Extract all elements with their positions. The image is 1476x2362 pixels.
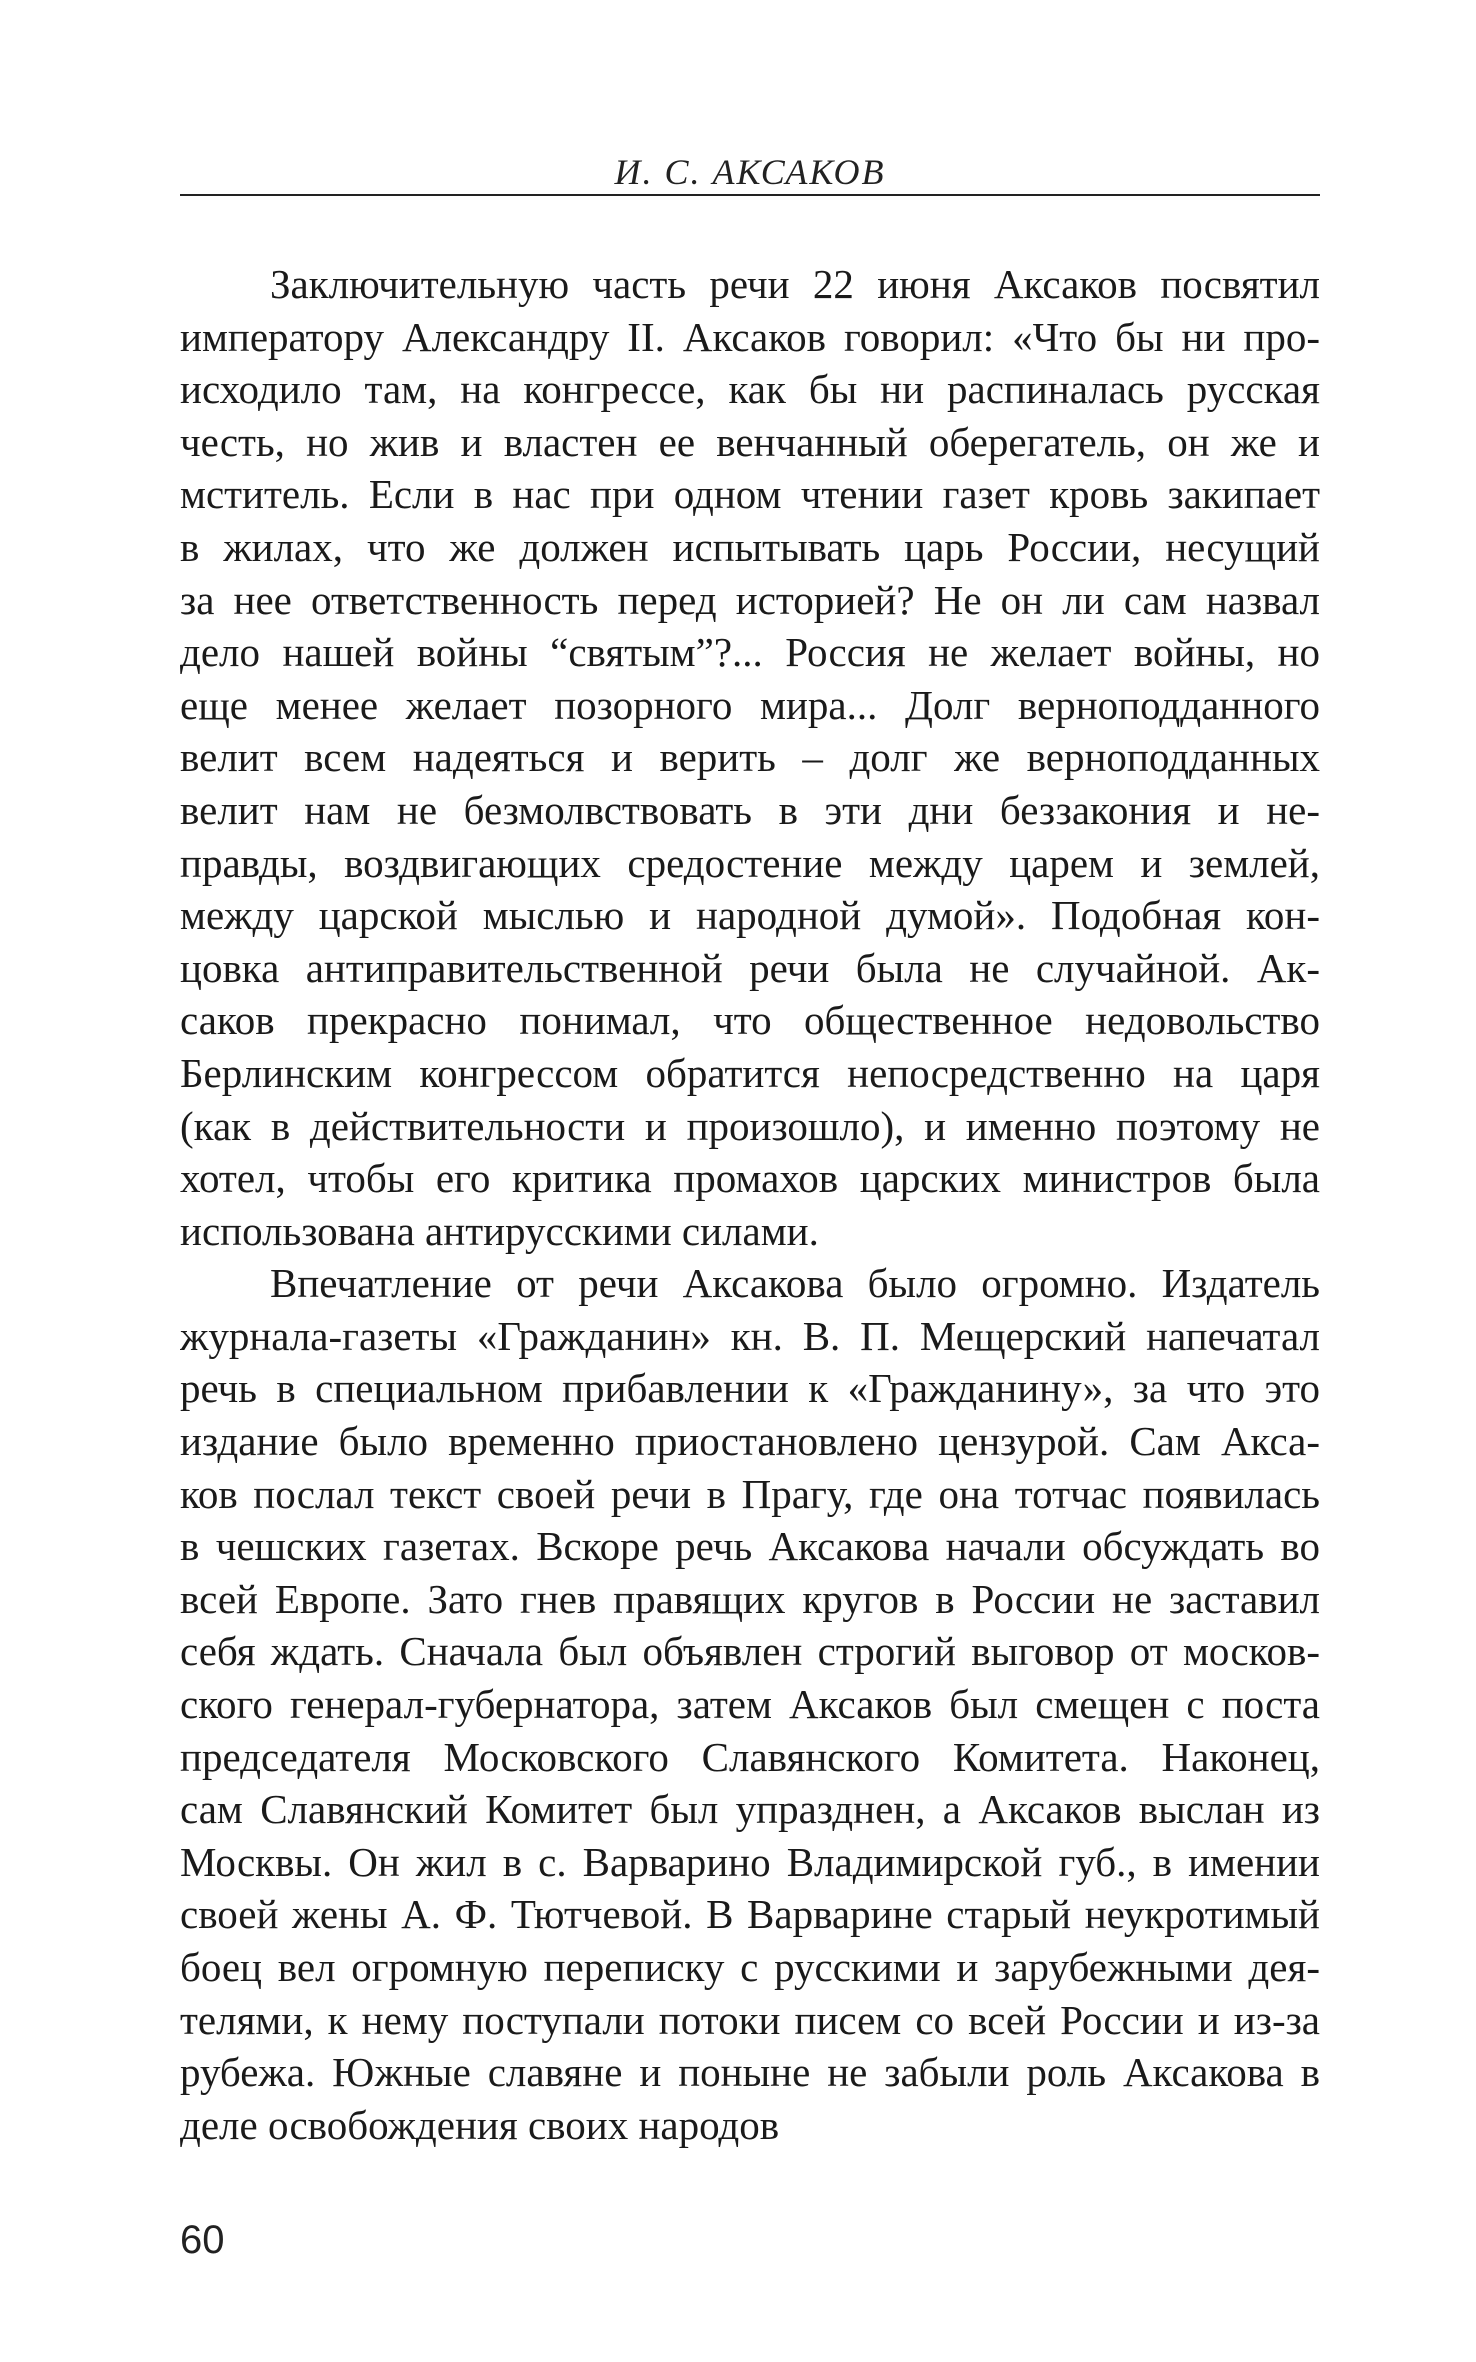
text-line: исходило там, на конгрессе, как бы ни распиналась русская (180, 366, 1320, 413)
text-line: всей Европе. Зато гнев правящих кругов в России не заставил (180, 1575, 1320, 1622)
text-line: честь, но жив и властен ее венчанный оберегатель, он же и (180, 418, 1320, 465)
text-line: ков послал текст своей речи в Прагу, где она тотчас появилась (180, 1470, 1320, 1517)
text-line: мститель. Если в нас при одном чтении газет кровь закипает (180, 471, 1320, 518)
text-line: дело нашей войны “святым”?... Россия не желает войны, но (180, 629, 1320, 676)
text-line: журнала-газеты «Гражданин» кн. В. П. Мещерский напечатал (180, 1312, 1320, 1359)
text-line: деле освобождения своих народов (180, 2101, 780, 2148)
text-line: использована антирусскими силами. (180, 1207, 819, 1254)
running-head: И. С. АКСАКОВ (614, 152, 886, 192)
text-line: хотел, чтобы его критика промахов царских министров была (180, 1155, 1320, 1202)
text-line: Берлинским конгрессом обратится непосредственно на царя (180, 1049, 1320, 1096)
text-line: (как в действительности и произошло), и именно поэтому не (180, 1102, 1320, 1149)
text-line: ского генерал-губернатора, затем Аксаков был смещен с поста (180, 1681, 1320, 1728)
text-line: велит всем надеяться и верить – долг же верноподданных (180, 734, 1320, 781)
text-line: между царской мыслью и народной думой». Подобная кон- (180, 892, 1320, 939)
text-line: саков прекрасно понимал, что общественное недовольство (180, 997, 1320, 1044)
text-line: Заключительную часть речи 22 июня Аксаков посвятил (270, 261, 1320, 307)
text-line: своей жены А. Ф. Тютчевой. В Варварине старый неукротимый (180, 1891, 1320, 1938)
text-line: велит нам не безмолвствовать в эти дни беззакония и не- (180, 786, 1320, 833)
text-line: телями, к нему поступали потоки писем со всей России и из-за (180, 1996, 1320, 2043)
paragraph-1 (180, 258, 1320, 1257)
text-line: себя ждать. Сначала был объявлен строгий выговор от москов- (180, 1628, 1320, 1675)
text-line: Москвы. Он жил в с. Варварино Владимирской губ., в имении (180, 1838, 1320, 1885)
text-line: издание было временно приостановлено цензурой. Сам Акса- (180, 1418, 1320, 1465)
text-line: речь в специальном прибавлении к «Гражданину», за что это (180, 1365, 1320, 1412)
text-line: императору Александру II. Аксаков говорил: «Что бы ни про- (180, 313, 1320, 360)
text-line: правды, воздвигающих средостение между царем и землей, (180, 839, 1320, 886)
text-line: Впечатление от речи Аксакова было огромно. Издатель (270, 1260, 1320, 1307)
text-line: цовка антиправительственной речи была не случайной. Ак- (180, 944, 1320, 991)
text-line: в чешских газетах. Вскоре речь Аксакова начали обсуждать во (180, 1523, 1320, 1570)
text-line: за нее ответственность перед историей? Не он ли сам назвал (180, 576, 1320, 623)
text-line: сам Славянский Комитет был упразднен, а Аксаков выслан из (180, 1786, 1320, 1833)
text-line: боец вел огромную переписку с русскими и зарубежными дея- (180, 1944, 1320, 1990)
paragraph-2 (180, 1257, 1320, 2151)
body-text (180, 258, 1320, 2151)
text-line: рубежа. Южные славяне и поныне не забыли роль Аксакова в (180, 2049, 1320, 2096)
text-line: в жилах, что же должен испытывать царь России, несущий (180, 523, 1320, 570)
text-line: председателя Московского Славянского Комитета. Наконец, (180, 1733, 1320, 1780)
header-rule (180, 194, 1320, 196)
page-number: 60 (180, 2218, 225, 2262)
text-line: еще менее желает позорного мира... Долг верноподданного (180, 681, 1320, 728)
